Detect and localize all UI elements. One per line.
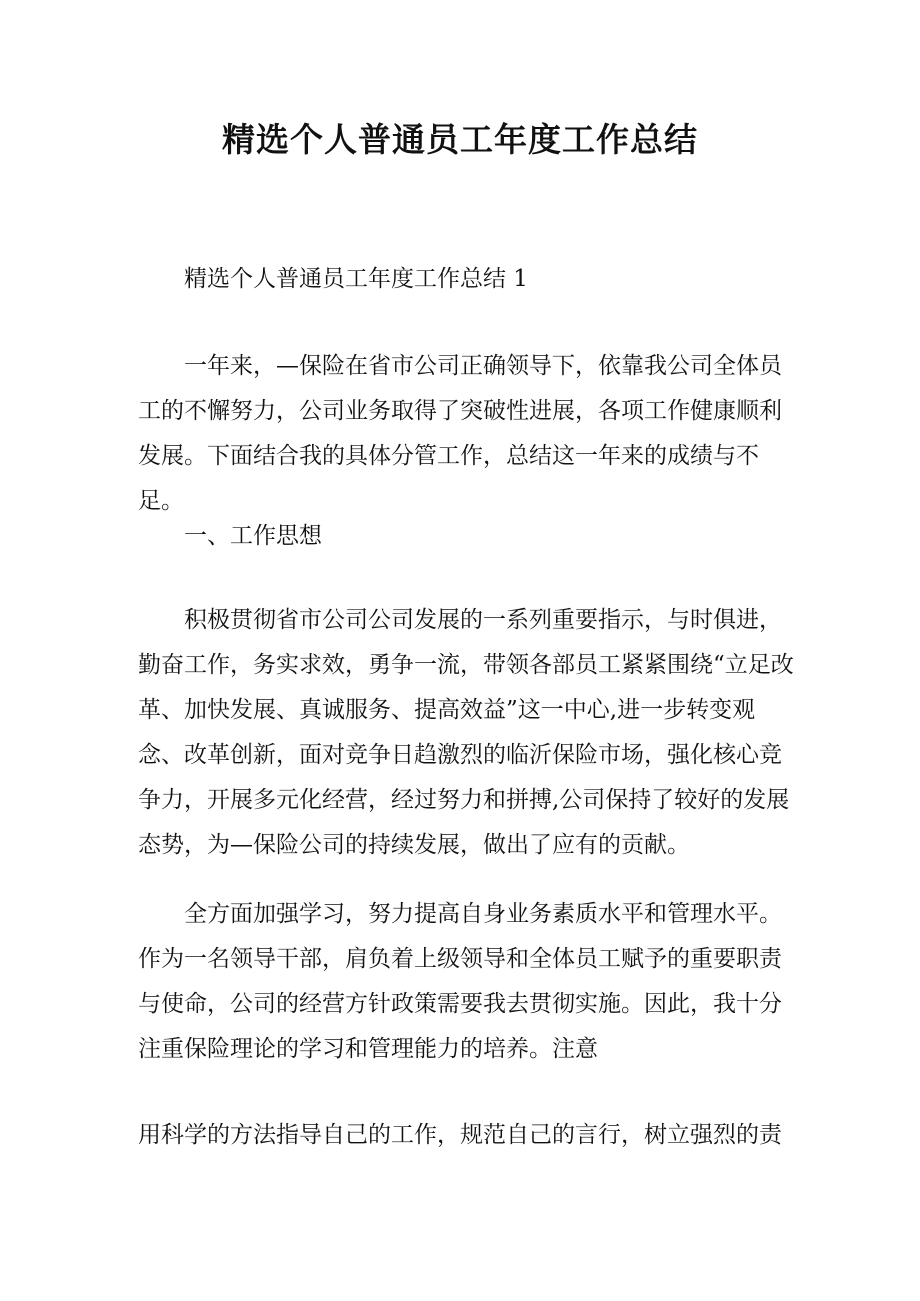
document-title: 精选个人普通员工年度工作总结 bbox=[222, 120, 698, 159]
paragraph-intro: 一年来，—保险在省市公司正确领导下，依靠我公司全体员工的不懈努力，公司业务取得了突破性进展，各项工作健康顺利发展。下面结合我的具体分管工作，总结这一年来的成绩与不足。 bbox=[138, 353, 782, 514]
paragraph-continued: 用科学的方法指导自己的工作，规范自己的言行，树立强烈的责 bbox=[138, 1122, 782, 1148]
section-heading-work-thought: 一、工作思想 bbox=[184, 523, 322, 549]
section-subtitle: 精选个人普通员工年度工作总结 1 bbox=[184, 266, 528, 292]
paragraph-work-thought: 积极贯彻省市公司公司发展的一系列重要指示，与时俱进，勤奋工作，务实求效，勇争一流，带领各部员工紧紧围绕“立足改革、加快发展、真诚服务、提高效益”这一中心,进一步转变观念、改革创新，面对竞争日趋激烈的临沂保险市场，强化核心竞争力，开展多元化经营，经过努力和拼搏,公司保持了较好的发展态势，为—保险公司的持续发展，做出了应有的贡献。 bbox=[138, 607, 794, 858]
paragraph-learning: 全方面加强学习，努力提高自身业务素质水平和管理水平。作为一名领导干部，肩负着上级领导和全体员工赋予的重要职责与使命，公司的经营方针政策需要我去贯彻实施。因此，我十分注重保险理论的学习和管理能力的培养。注意 bbox=[138, 901, 782, 1062]
